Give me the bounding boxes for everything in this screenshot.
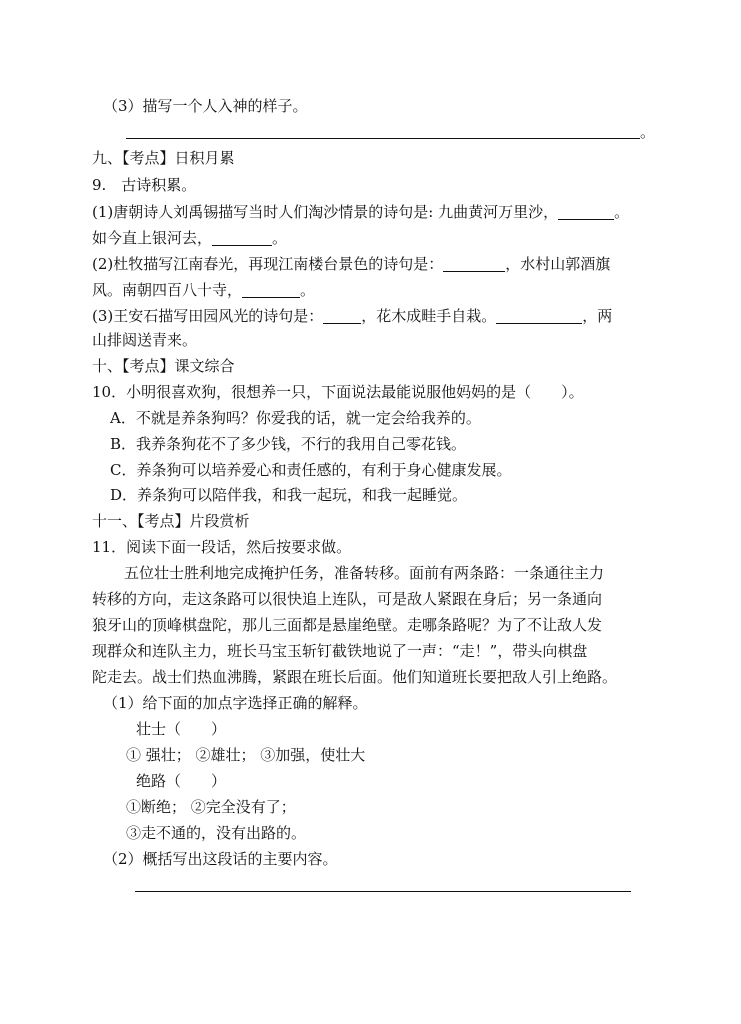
q9-blank-1[interactable]	[558, 205, 614, 220]
q10-question: 10．小明很喜欢狗，很想养一只，下面说法最能说服他妈妈的是（ ）。	[92, 383, 584, 401]
q11-title: 11．阅读下面一段话，然后按要求做。	[92, 538, 352, 556]
q11-word-1: 壮士（ ）	[136, 720, 227, 738]
q9-line-4	[92, 280, 315, 300]
q10-option-a[interactable]: A．不就是养条狗吗？你爱我的话，就一定会给我养的。	[110, 409, 481, 427]
q9-line-3-end: ，水村山郭酒旗	[505, 255, 611, 273]
q11-word-2-options-a: ①断绝； ②完全没有了；	[126, 798, 296, 816]
q9-line-1-text: (1)唐朝诗人刘禹锡描写当时人们淘沙情景的诗句是: 九曲黄河万里沙，	[92, 203, 559, 221]
q9-blank-5[interactable]	[323, 309, 361, 324]
q11-sub-2: （2）概括写出这段话的主要内容。	[103, 850, 338, 868]
q11-word-1-options: ① 强壮； ②雄壮； ③加强，使壮大	[126, 746, 366, 764]
q9-line-2-text: 如今直上银河去，	[92, 229, 213, 247]
q9-blank-2[interactable]	[212, 231, 272, 246]
section-9-title: 九、【考点】日积月累	[92, 149, 235, 167]
q11-word-2: 绝路（ ）	[136, 772, 227, 790]
q8-3-answer-line[interactable]	[126, 138, 640, 139]
section-10-title: 十、【考点】课文综合	[92, 357, 235, 375]
q9-line-3-text: (2)杜牧描写江南春光，再现江南楼台景色的诗句是：	[92, 255, 444, 273]
q8-3-prompt: （3）描写一个人入神的样子。	[103, 97, 308, 115]
q10-option-c[interactable]: C．养条狗可以培养爱心和责任感的，有利于身心健康发展。	[110, 461, 512, 479]
q9-blank-4[interactable]	[242, 283, 300, 298]
q8-3-end-mark: 。	[640, 123, 656, 141]
section-11-title: 十一、【考点】片段赏析	[92, 512, 250, 530]
q11-sub-1: （1）给下面的加点字选择正确的解释。	[103, 694, 368, 712]
q10-option-d[interactable]: D．养条狗可以陪伴我，和我一起玩，和我一起睡觉。	[110, 486, 468, 504]
q9-line-4-end: 。	[300, 281, 316, 299]
q9-blank-3[interactable]	[443, 257, 505, 272]
q9-line-5	[92, 306, 612, 326]
q11-passage-line-2: 转移的方向，走这条路可以很快追上连队，可是敌人紧跟在身后；另一条通向	[92, 590, 603, 608]
q9-title: 9. 古诗积累。	[92, 176, 197, 194]
q9-line-1	[92, 202, 629, 222]
q11-passage-line-1: 五位壮士胜利地完成掩护任务，准备转移。面前有两条路：一条通往主力	[124, 564, 605, 582]
q11-passage-line-3: 狼牙山的顶峰棋盘陀，那儿三面都是悬崖绝壁。走哪条路呢？为了不让敌人发	[92, 616, 603, 634]
q10-option-b[interactable]: B．我养条狗花不了多少钱，不行的我用自己零花钱。	[110, 435, 467, 453]
q9-line-5-text: (3)王安石描写田园风光的诗句是：	[92, 307, 324, 325]
q9-line-1-end: 。	[614, 203, 630, 221]
q9-line-6: 山排闼送青来。	[92, 331, 198, 349]
q9-line-5-mid: ，花木成畦手自栽。	[361, 307, 497, 325]
q9-line-5-end: ，两	[582, 307, 613, 325]
q9-line-2-end: 。	[272, 229, 288, 247]
q11-passage-line-5: 陀走去。战士们热血沸腾，紧跟在班长后面。他们知道班长要把敌人引上绝路。	[92, 668, 618, 686]
q9-line-2	[92, 228, 287, 248]
q11-passage-line-4: 现群众和连队主力，班长马宝玉斩钉截铁地说了一声：“走！”，带头向棋盘	[92, 642, 588, 660]
q9-line-3	[92, 254, 610, 274]
q9-blank-6[interactable]	[496, 309, 582, 324]
q11-sub-2-answer-line[interactable]	[135, 891, 631, 892]
q9-line-4-text: 风。南朝四百八十寺，	[92, 281, 243, 299]
q11-word-2-options-b: ③走不通的，没有出路的。	[126, 824, 307, 842]
